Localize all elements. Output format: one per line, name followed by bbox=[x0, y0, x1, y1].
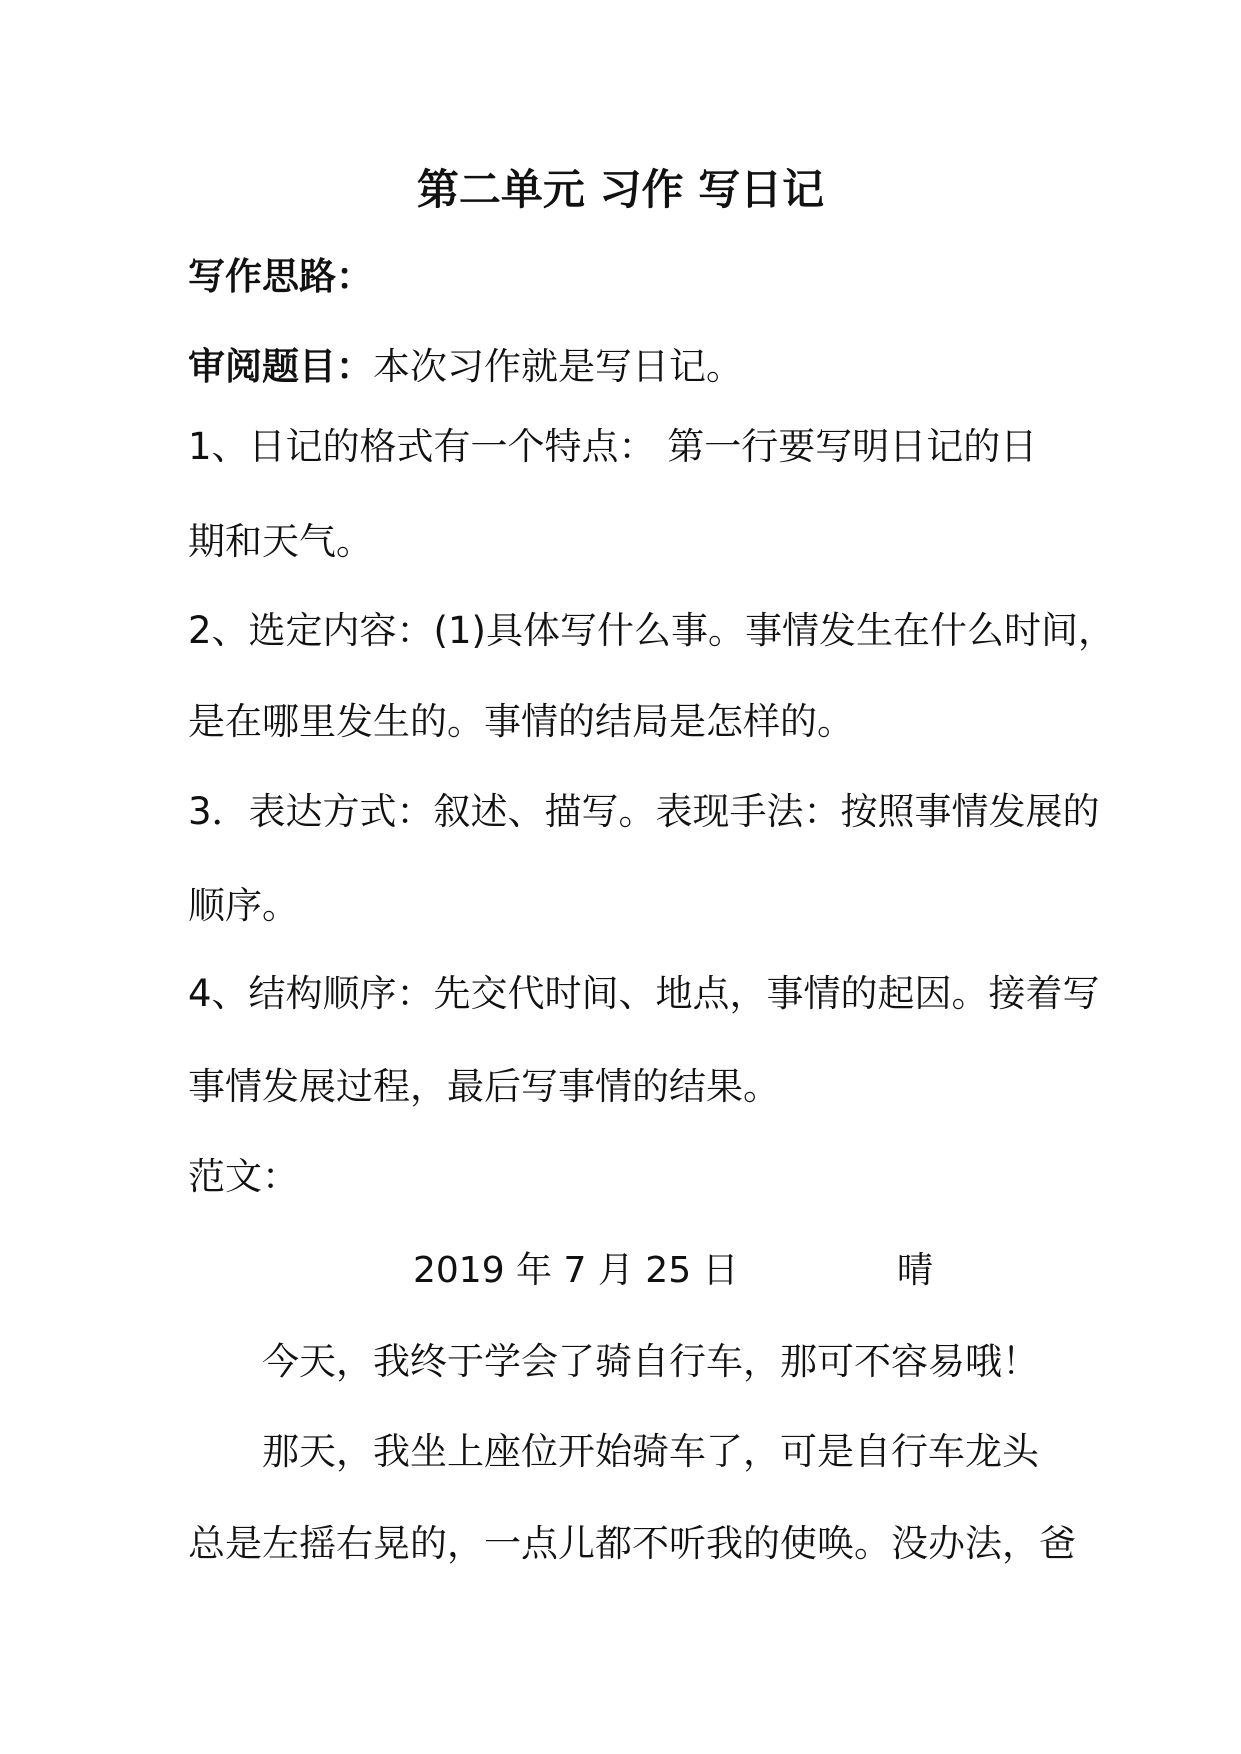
diary-paragraph-1: 今天，我终于学会了骑自行车，那可不容易哦！ bbox=[262, 1340, 1039, 1383]
diary-paragraph-2-line-2: 总是左摇右晃的，一点儿都不听我的使唤。没办法，爸 bbox=[188, 1522, 1076, 1565]
topic-line bbox=[188, 343, 743, 391]
diary-date: 2019 年 7 月 25 日 bbox=[413, 1250, 739, 1291]
point-4-line-1: 4、结构顺序：先交代时间、地点，事情的起因。接着写 bbox=[188, 972, 1100, 1015]
point-4-line-2: 事情发展过程，最后写事情的结果。 bbox=[188, 1065, 780, 1108]
point-3-line-2: 顺序。 bbox=[188, 884, 299, 927]
topic-text: 本次习作就是写日记。 bbox=[373, 345, 743, 388]
point-2-line-2: 是在哪里发生的。事情的结局是怎样的。 bbox=[188, 700, 854, 743]
point-1-line-2: 期和天气。 bbox=[188, 520, 373, 563]
diary-paragraph-2-line-1: 那天，我坐上座位开始骑车了，可是自行车龙头 bbox=[262, 1430, 1039, 1473]
sample-label: 范文： bbox=[188, 1155, 299, 1198]
topic-label: 审阅题目： bbox=[188, 345, 373, 388]
point-1-line-1: 1、日记的格式有一个特点： 第一行要写明日记的日 bbox=[188, 425, 1038, 468]
document-title: 第二单元 习作 写日记 bbox=[416, 165, 825, 214]
thinking-heading: 写作思路： bbox=[188, 255, 373, 298]
point-3-line-1: 3．表达方式：叙述、描写。表现手法：按照事情发展的 bbox=[188, 790, 1100, 833]
point-2-line-1: 2、选定内容：(1)具体写什么事。事情发生在什么时间， bbox=[188, 609, 1115, 652]
diary-weather: 晴 bbox=[897, 1250, 934, 1291]
